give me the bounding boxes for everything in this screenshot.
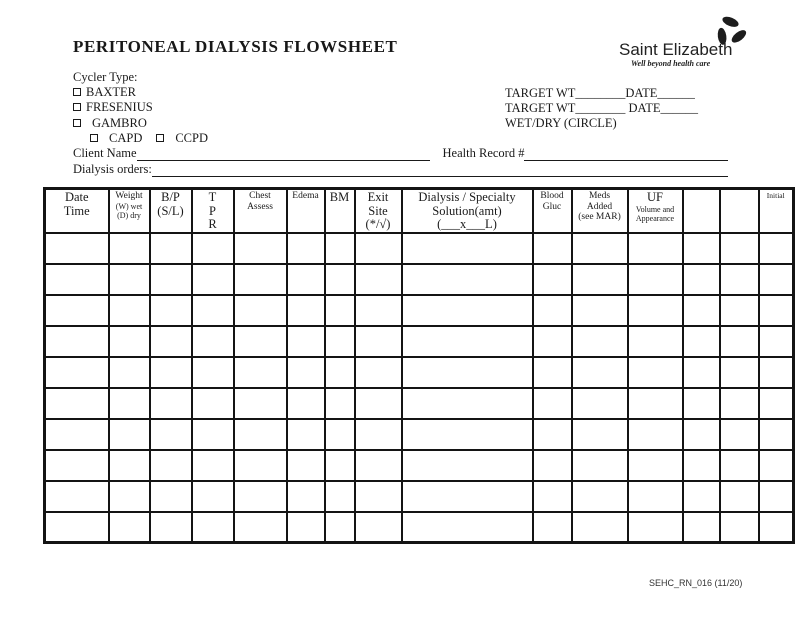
cycler-option-label: BAXTER [86,85,136,100]
col-header-tpr [192,189,234,233]
table-cell-dialysis-solution[interactable] [402,264,533,295]
header-line: Assess [247,201,273,212]
header-line: Date [64,190,89,204]
table-cell-chest-assess[interactable] [234,295,287,326]
table-cell-weight[interactable] [109,419,150,450]
col-header-blood-gluc [533,189,572,233]
table-cell-uf[interactable] [628,295,683,326]
table-cell-uf[interactable] [628,357,683,388]
table-cell-blank-2[interactable] [720,233,759,264]
table-cell-blank-2[interactable] [720,450,759,481]
table-cell-uf[interactable] [628,388,683,419]
table-cell-weight[interactable] [109,388,150,419]
table-cell-tpr[interactable] [192,450,234,481]
table-cell-dialysis-solution[interactable] [402,326,533,357]
table-cell-dialysis-solution[interactable] [402,419,533,450]
table-cell-initial[interactable] [759,326,794,357]
header-line: (see MAR) [578,212,621,222]
table-cell-initial[interactable] [759,388,794,419]
table-cell-blood-gluc[interactable] [533,450,572,481]
table-cell-blank-1[interactable] [683,326,720,357]
table-cell-bp[interactable] [150,388,192,419]
cycler-option-baxter [73,85,208,100]
col-header-dialysis-solution [402,189,533,233]
col-header-initial [759,189,794,233]
table-cell-weight[interactable] [109,481,150,512]
table-cell-edema[interactable] [287,326,325,357]
header-line: B/P [161,190,180,204]
col-header-bp [150,189,192,233]
table-cell-date-time[interactable] [45,512,109,543]
page-title: PERITONEAL DIALYSIS FLOWSHEET [73,37,398,56]
table-cell-initial[interactable] [759,419,794,450]
client-name-label: Client Name [73,146,137,160]
target-weight-section [505,86,698,132]
table-cell-meds-added[interactable] [572,512,628,543]
table-cell-date-time[interactable] [45,233,109,264]
table-row [45,326,794,357]
cycler-type-label: Cycler Type: [73,70,138,84]
table-cell-edema[interactable] [287,264,325,295]
table-header [45,189,794,233]
table-cell-blank-1[interactable] [683,481,720,512]
capd-label: CAPD [109,130,143,145]
table-cell-uf[interactable] [628,419,683,450]
dialysis-orders-label: Dialysis orders: [73,162,152,176]
table-cell-date-time[interactable] [45,264,109,295]
table-cell-meds-added[interactable] [572,264,628,295]
cycler-option-label: GAMBRO [92,115,147,130]
col-header-bm [325,189,355,233]
flowsheet-table [43,187,795,544]
table-cell-bp[interactable] [150,233,192,264]
header-line: (D) dry [117,210,141,220]
table-cell-exit-site[interactable] [355,481,402,512]
checkbox-gambro[interactable] [73,119,81,127]
col-header-exit-site [355,189,402,233]
table-cell-dialysis-solution[interactable] [402,295,533,326]
checkbox-ccpd[interactable] [156,134,164,142]
dialysis-orders-field[interactable] [152,163,728,177]
checkbox-fresenius[interactable] [73,103,81,111]
cycler-option-gambro [73,116,208,131]
table-cell-blank-1[interactable] [683,388,720,419]
saint-elizabeth-logo [616,13,756,71]
table-cell-weight[interactable] [109,233,150,264]
table-cell-bm[interactable] [325,295,355,326]
table-cell-date-time[interactable] [45,357,109,388]
table-cell-edema[interactable] [287,481,325,512]
header-line: Appearance [635,213,675,223]
header-line: Edema [292,191,319,201]
table-cell-initial[interactable] [759,450,794,481]
table-cell-bm[interactable] [325,388,355,419]
table-cell-weight[interactable] [109,512,150,543]
table-cell-chest-assess[interactable] [234,388,287,419]
table-cell-blank-1[interactable] [683,264,720,295]
table-cell-tpr[interactable] [192,357,234,388]
target-wt-line-1[interactable]: TARGET WT________DATE______ [505,86,695,100]
header-line: Gluc [542,201,562,212]
table-cell-bp[interactable] [150,419,192,450]
table-cell-weight[interactable] [109,295,150,326]
table-cell-bm[interactable] [325,419,355,450]
table-cell-bm[interactable] [325,233,355,264]
table-cell-chest-assess[interactable] [234,264,287,295]
table-cell-date-time[interactable] [45,419,109,450]
client-name-field[interactable] [137,147,430,161]
header-line: Blood [540,191,564,201]
client-info-row [73,146,728,161]
header-line: Added [586,201,613,212]
table-cell-exit-site[interactable] [355,326,402,357]
table-cell-dialysis-solution[interactable] [402,481,533,512]
table-cell-initial[interactable] [759,295,794,326]
table-cell-meds-added[interactable] [572,481,628,512]
header-line: P [209,203,216,218]
logo-name: Saint Elizabeth [619,40,733,59]
form-code: SEHC_RN_016 (11/20) [649,578,743,588]
table-cell-edema[interactable] [287,450,325,481]
table-cell-exit-site[interactable] [355,512,402,543]
table-cell-bm[interactable] [325,481,355,512]
header-line: Meds [588,191,611,201]
col-header-blank-1 [683,189,720,233]
table-cell-bm[interactable] [325,264,355,295]
col-header-uf [628,189,683,233]
table-cell-blood-gluc[interactable] [533,481,572,512]
table-body [45,233,794,543]
table-cell-blank-2[interactable] [720,326,759,357]
table-cell-initial[interactable] [759,481,794,512]
table-cell-chest-assess[interactable] [234,481,287,512]
table-cell-tpr[interactable] [192,388,234,419]
header-line: (___x___L) [437,217,497,231]
table-cell-chest-assess[interactable] [234,450,287,481]
header-line: Chest [249,191,271,201]
table-cell-meds-added[interactable] [572,326,628,357]
table-cell-blood-gluc[interactable] [533,233,572,264]
table-cell-dialysis-solution[interactable] [402,357,533,388]
flowsheet-table-wrap [43,187,795,544]
table-cell-bp[interactable] [150,450,192,481]
table-cell-uf[interactable] [628,264,683,295]
table-cell-dialysis-solution[interactable] [402,512,533,543]
table-cell-bp[interactable] [150,295,192,326]
table-cell-blood-gluc[interactable] [533,419,572,450]
header-line: Dialysis / Specialty [418,190,516,204]
table-row [45,233,794,264]
table-row [45,419,794,450]
header-line: Time [63,203,90,218]
table-cell-exit-site[interactable] [355,295,402,326]
table-cell-blank-1[interactable] [683,357,720,388]
table-cell-tpr[interactable] [192,295,234,326]
table-cell-tpr[interactable] [192,512,234,543]
table-cell-bp[interactable] [150,481,192,512]
table-cell-tpr[interactable] [192,326,234,357]
table-cell-blank-1[interactable] [683,233,720,264]
table-cell-blood-gluc[interactable] [533,512,572,543]
table-cell-exit-site[interactable] [355,357,402,388]
table-cell-initial[interactable] [759,512,794,543]
table-cell-chest-assess[interactable] [234,357,287,388]
table-cell-edema[interactable] [287,388,325,419]
table-cell-exit-site[interactable] [355,419,402,450]
table-cell-edema[interactable] [287,233,325,264]
table-cell-blank-1[interactable] [683,295,720,326]
col-header-chest-assess [234,189,287,233]
table-cell-blood-gluc[interactable] [533,295,572,326]
table-cell-bp[interactable] [150,264,192,295]
table-row [45,450,794,481]
header-line: T [208,190,217,204]
table-cell-chest-assess[interactable] [234,326,287,357]
table-cell-date-time[interactable] [45,481,109,512]
header-line: Site [368,203,388,218]
header-line: BM [329,190,350,204]
col-header-blank-2 [720,189,759,233]
header-line: UF [647,190,663,204]
table-cell-weight[interactable] [109,357,150,388]
table-cell-date-time[interactable] [45,326,109,357]
table-cell-uf[interactable] [628,450,683,481]
table-cell-blank-1[interactable] [683,512,720,543]
table-cell-exit-site[interactable] [355,264,402,295]
table-cell-blank-2[interactable] [720,419,759,450]
table-cell-bm[interactable] [325,357,355,388]
table-cell-bm[interactable] [325,512,355,543]
table-cell-dialysis-solution[interactable] [402,450,533,481]
table-cell-blood-gluc[interactable] [533,357,572,388]
table-cell-bp[interactable] [150,357,192,388]
table-cell-meds-added[interactable] [572,388,628,419]
col-header-meds-added [572,189,628,233]
header-line: Initial [766,191,785,200]
table-cell-meds-added[interactable] [572,419,628,450]
table-cell-meds-added[interactable] [572,357,628,388]
table-cell-blood-gluc[interactable] [533,326,572,357]
table-cell-edema[interactable] [287,295,325,326]
table-cell-exit-site[interactable] [355,450,402,481]
capd-ccpd-row [73,131,208,146]
table-cell-bp[interactable] [150,326,192,357]
table-cell-exit-site[interactable] [355,233,402,264]
dialysis-orders-row [73,162,728,177]
table-cell-date-time[interactable] [45,295,109,326]
table-row [45,357,794,388]
table-cell-bm[interactable] [325,326,355,357]
table-cell-uf[interactable] [628,326,683,357]
table-cell-chest-assess[interactable] [234,419,287,450]
table-row [45,264,794,295]
col-header-date-time [45,189,109,233]
table-cell-chest-assess[interactable] [234,233,287,264]
table-row [45,295,794,326]
ccpd-label: CCPD [175,130,208,145]
table-cell-blank-2[interactable] [720,512,759,543]
table-cell-uf[interactable] [628,233,683,264]
table-cell-blank-1[interactable] [683,450,720,481]
cycler-option-label: FRESENIUS [86,100,153,115]
header-line: Volume and [635,204,675,214]
header-line: Solution(amt) [432,203,502,218]
table-cell-bm[interactable] [325,450,355,481]
table-cell-meds-added[interactable] [572,450,628,481]
table-cell-tpr[interactable] [192,264,234,295]
table-cell-blank-2[interactable] [720,357,759,388]
table-cell-meds-added[interactable] [572,233,628,264]
header-line: R [208,217,217,231]
header-line: (*/√) [365,217,391,231]
table-cell-edema[interactable] [287,512,325,543]
table-cell-edema[interactable] [287,357,325,388]
header-line: Exit [367,190,389,204]
table-cell-uf[interactable] [628,481,683,512]
table-cell-uf[interactable] [628,512,683,543]
table-cell-blank-2[interactable] [720,295,759,326]
table-cell-tpr[interactable] [192,481,234,512]
col-header-weight [109,189,150,233]
table-header-row [45,189,794,233]
table-row [45,388,794,419]
table-cell-bp[interactable] [150,512,192,543]
header-line: (S/L) [157,203,184,218]
checkbox-baxter[interactable] [73,88,81,96]
table-cell-blank-2[interactable] [720,388,759,419]
health-record-label: Health Record # [442,146,525,160]
table-cell-initial[interactable] [759,233,794,264]
health-record-field[interactable] [524,147,728,161]
cycler-option-fresenius [73,100,208,115]
cycler-type-section [73,70,208,146]
table-cell-initial[interactable] [759,357,794,388]
table-row [45,481,794,512]
table-cell-weight[interactable] [109,450,150,481]
col-header-edema [287,189,325,233]
table-cell-chest-assess[interactable] [234,512,287,543]
header-line: (W) wet [115,201,143,211]
table-cell-blood-gluc[interactable] [533,388,572,419]
table-row [45,512,794,543]
table-cell-weight[interactable] [109,264,150,295]
logo-tagline: Well beyond health care [631,59,711,68]
table-cell-edema[interactable] [287,419,325,450]
table-cell-meds-added[interactable] [572,295,628,326]
table-cell-weight[interactable] [109,326,150,357]
target-wt-line-2[interactable]: TARGET WT________ DATE______ [505,101,698,116]
table-cell-exit-site[interactable] [355,388,402,419]
table-cell-tpr[interactable] [192,419,234,450]
header-line: Weight [115,191,143,201]
table-cell-date-time[interactable] [45,450,109,481]
checkbox-capd[interactable] [90,134,98,142]
table-cell-date-time[interactable] [45,388,109,419]
table-cell-blank-1[interactable] [683,419,720,450]
table-cell-dialysis-solution[interactable] [402,233,533,264]
wet-dry-circle-label[interactable]: WET/DRY (CIRCLE) [505,116,617,131]
table-cell-dialysis-solution[interactable] [402,388,533,419]
table-cell-blank-2[interactable] [720,264,759,295]
table-cell-initial[interactable] [759,264,794,295]
table-cell-blood-gluc[interactable] [533,264,572,295]
table-cell-blank-2[interactable] [720,481,759,512]
table-cell-tpr[interactable] [192,233,234,264]
